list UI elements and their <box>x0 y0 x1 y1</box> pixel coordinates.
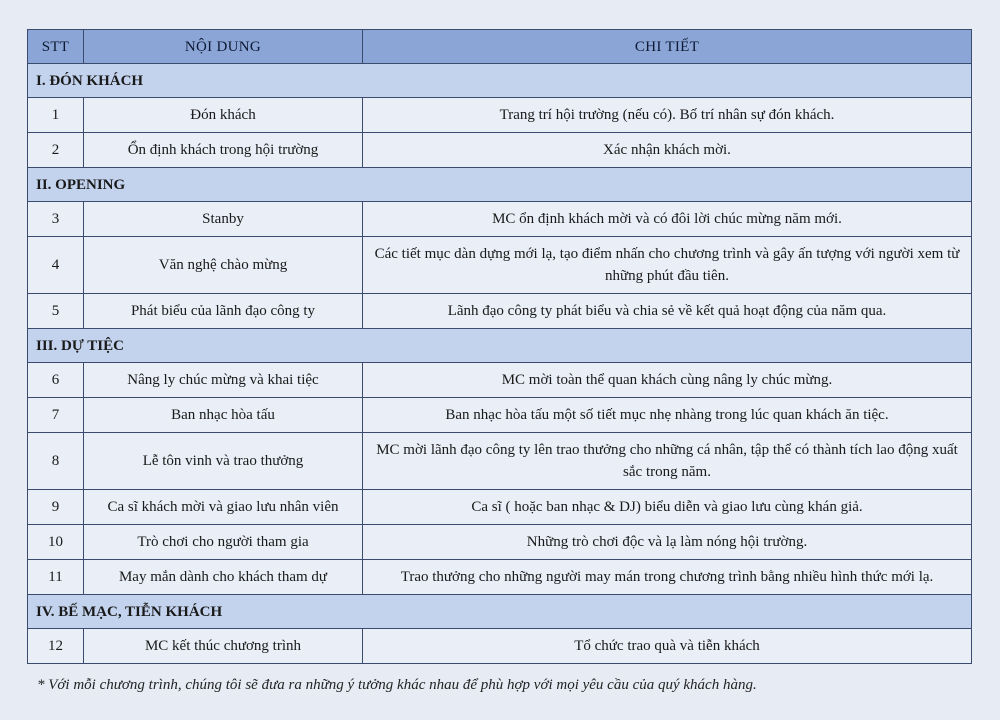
section-title: III. DỰ TIỆC <box>28 329 972 363</box>
table-row <box>28 133 972 168</box>
program-table <box>27 29 972 664</box>
row-stt: 9 <box>28 490 84 525</box>
table-row <box>28 363 972 398</box>
row-detail: Lãnh đạo công ty phát biểu và chia sẻ về kết quả hoạt động của năm qua. <box>363 294 972 329</box>
row-stt: 12 <box>28 629 84 664</box>
row-content: Nâng ly chúc mừng và khai tiệc <box>84 363 363 398</box>
section-title: I. ĐÓN KHÁCH <box>28 64 972 98</box>
table-row <box>28 98 972 133</box>
header-stt: STT <box>28 30 84 64</box>
row-stt: 8 <box>28 433 84 490</box>
row-detail: Ca sĩ ( hoặc ban nhạc & DJ) biểu diễn và giao lưu cùng khán giả. <box>363 490 972 525</box>
table-row <box>28 398 972 433</box>
row-stt: 4 <box>28 237 84 294</box>
row-detail: Tổ chức trao quà và tiễn khách <box>363 629 972 664</box>
row-content: Ca sĩ khách mời và giao lưu nhân viên <box>84 490 363 525</box>
section-row <box>28 329 972 363</box>
footnote: * Với mỗi chương trình, chúng tôi sẽ đưa ra những ý tưởng khác nhau để phù hợp với mọi yêu cầu của quý khách hàng. <box>37 677 757 693</box>
header-content: NỘI DUNG <box>84 30 363 64</box>
section-row <box>28 168 972 202</box>
row-detail: MC mời lãnh đạo công ty lên trao thưởng cho những cá nhân, tập thể có thành tích lao động xuất sắc trong năm. <box>363 433 972 490</box>
row-content: MC kết thúc chương trình <box>84 629 363 664</box>
row-detail: MC ổn định khách mời và có đôi lời chúc mừng năm mới. <box>363 202 972 237</box>
section-row <box>28 595 972 629</box>
section-row <box>28 64 972 98</box>
row-stt: 7 <box>28 398 84 433</box>
section-title: IV. BẾ MẠC, TIỄN KHÁCH <box>28 595 972 629</box>
row-content: Trò chơi cho người tham gia <box>84 525 363 560</box>
row-detail: Các tiết mục dàn dựng mới lạ, tạo điểm nhấn cho chương trình và gây ấn tượng với người xem từ những phút đầu tiên. <box>363 237 972 294</box>
table-row <box>28 560 972 595</box>
row-content: Stanby <box>84 202 363 237</box>
table-row <box>28 490 972 525</box>
row-content: Lễ tôn vinh và trao thưởng <box>84 433 363 490</box>
row-stt: 10 <box>28 525 84 560</box>
row-content: Ổn định khách trong hội trường <box>84 133 363 168</box>
row-detail: Trang trí hội trường (nếu có). Bố trí nhân sự đón khách. <box>363 98 972 133</box>
table-row <box>28 629 972 664</box>
section-title: II. OPENING <box>28 168 972 202</box>
row-content: Đón khách <box>84 98 363 133</box>
row-stt: 6 <box>28 363 84 398</box>
row-stt: 3 <box>28 202 84 237</box>
row-stt: 2 <box>28 133 84 168</box>
header-detail: CHI TIẾT <box>363 30 972 64</box>
row-content: May mắn dành cho khách tham dự <box>84 560 363 595</box>
row-detail: Trao thưởng cho những người may mán trong chương trình bằng nhiều hình thức mới lạ. <box>363 560 972 595</box>
row-detail: Ban nhạc hòa tấu một số tiết mục nhẹ nhàng trong lúc quan khách ăn tiệc. <box>363 398 972 433</box>
row-detail: Xác nhận khách mời. <box>363 133 972 168</box>
program-table-wrapper <box>27 29 971 664</box>
table-row <box>28 525 972 560</box>
row-content: Văn nghệ chào mừng <box>84 237 363 294</box>
table-row <box>28 237 972 294</box>
table-header-row <box>28 30 972 64</box>
table-row <box>28 202 972 237</box>
row-content: Phát biểu của lãnh đạo công ty <box>84 294 363 329</box>
table-row <box>28 294 972 329</box>
row-detail: MC mời toàn thể quan khách cùng nâng ly chúc mừng. <box>363 363 972 398</box>
table-row <box>28 433 972 490</box>
row-stt: 1 <box>28 98 84 133</box>
row-stt: 11 <box>28 560 84 595</box>
row-content: Ban nhạc hòa tấu <box>84 398 363 433</box>
row-stt: 5 <box>28 294 84 329</box>
row-detail: Những trò chơi độc và lạ làm nóng hội trường. <box>363 525 972 560</box>
